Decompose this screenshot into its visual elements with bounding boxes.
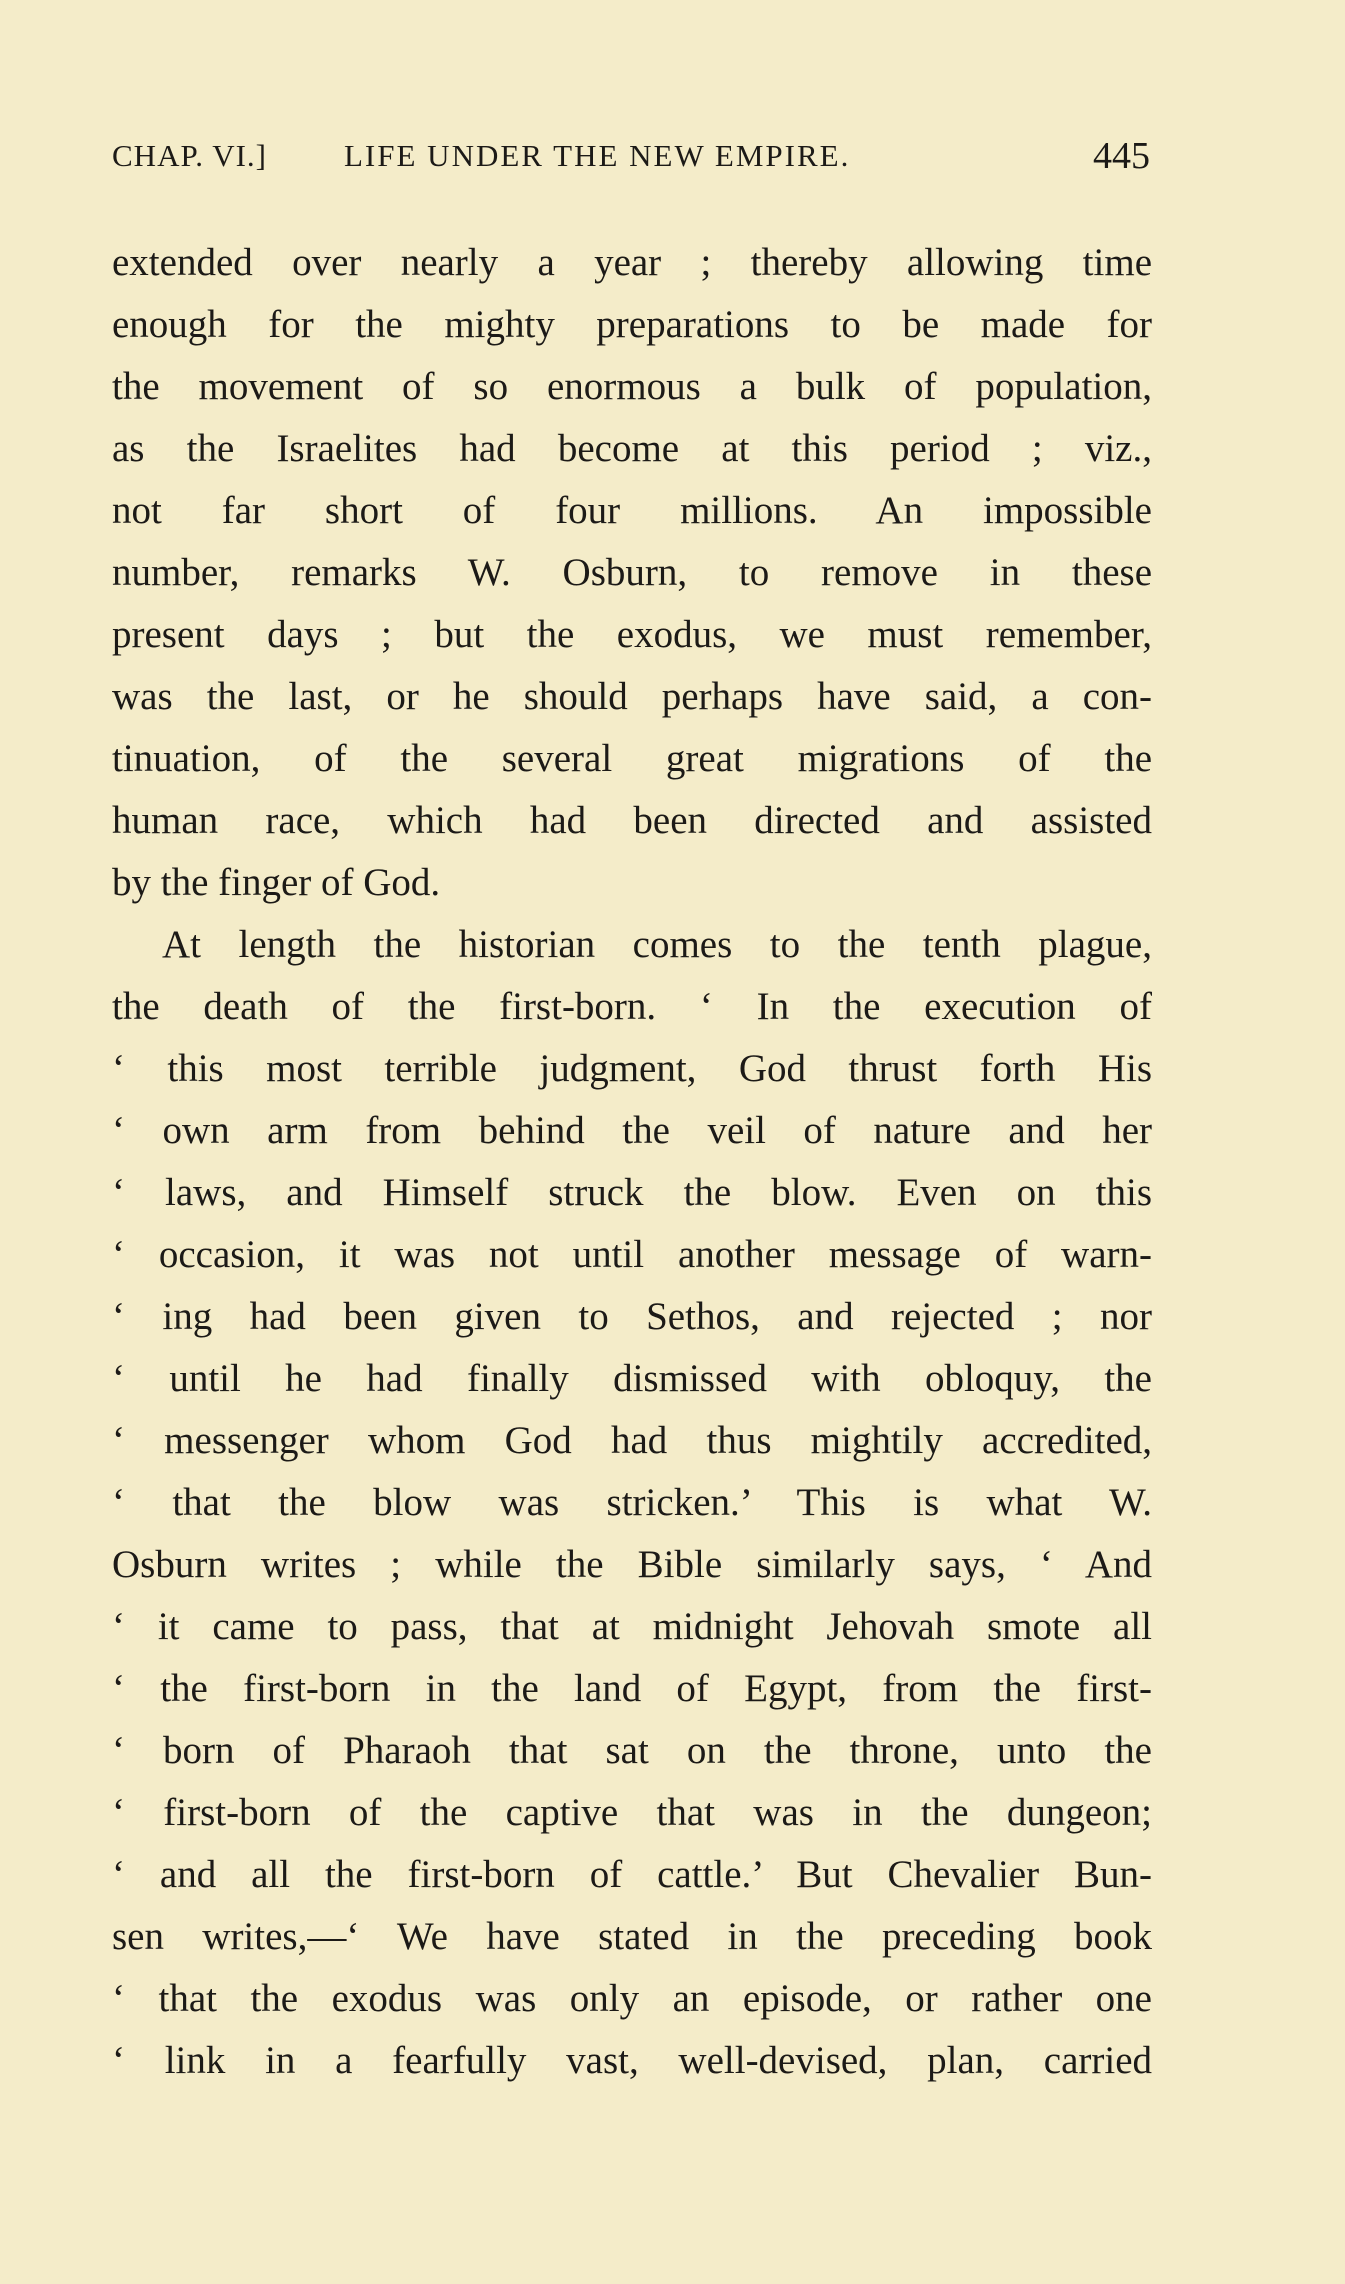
text-line: present days ; but the exodus, we must remember, [112, 613, 1152, 656]
running-header [112, 135, 1150, 194]
text-line: the death of the first-born. ‘ In the execution of [112, 985, 1152, 1028]
text-line: as the Israelites had become at this period ; viz., [112, 427, 1152, 470]
text-line: ‘ ing had been given to Sethos, and rejected ; nor [112, 1295, 1152, 1338]
text-line: ‘ own arm from behind the veil of nature and her [112, 1109, 1152, 1152]
text-line: ‘ that the blow was stricken.’ This is what W. [112, 1481, 1152, 1524]
text-line: number, remarks W. Osburn, to remove in these [112, 551, 1152, 594]
text-line: ‘ the first-born in the land of Egypt, from the first- [112, 1667, 1152, 1710]
text-line: ‘ until he had finally dismissed with obloquy, the [112, 1357, 1152, 1400]
text-line: ‘ born of Pharaoh that sat on the throne, unto the [112, 1729, 1152, 1772]
text-line: sen writes,—‘ We have stated in the preceding book [112, 1915, 1152, 1958]
text-line: human race, which had been directed and assisted [112, 799, 1152, 842]
text-line: ‘ that the exodus was only an episode, or rather one [112, 1977, 1152, 2020]
page-number: 445 [1093, 135, 1150, 177]
text-line: ‘ and all the first-born of cattle.’ But Chevalier Bun- [112, 1853, 1152, 1896]
text-line: ‘ messenger whom God had thus mightily accredited, [112, 1419, 1152, 1462]
text-line: ‘ first-born of the captive that was in the dungeon; [112, 1791, 1152, 1834]
running-title: LIFE UNDER THE NEW EMPIRE. [344, 138, 851, 173]
text-line: ‘ occasion, it was not until another message of warn- [112, 1233, 1152, 1276]
text-line: not far short of four millions. An impossible [112, 489, 1152, 532]
text-line: tinuation, of the several great migrations of the [112, 737, 1152, 780]
chapter-label: CHAP. VI.] [112, 138, 267, 173]
text-line: ‘ laws, and Himself struck the blow. Even on this [112, 1171, 1152, 1214]
text-line: ‘ link in a fearfully vast, well-devised, plan, carried [112, 2039, 1152, 2082]
text-line: ‘ it came to pass, that at midnight Jehovah smote all [112, 1605, 1152, 1648]
body-text [112, 232, 1152, 2092]
text-line: was the last, or he should perhaps have said, a con- [112, 675, 1152, 718]
text-line: extended over nearly a year ; thereby allowing time [112, 241, 1152, 284]
paragraph-start-line: At length the historian comes to the tenth plague, [162, 923, 1152, 966]
text-line: the movement of so enormous a bulk of population, [112, 365, 1152, 408]
paragraph-end-line: by the finger of God. [112, 861, 441, 904]
text-line: Osburn writes ; while the Bible similarly says, ‘ And [112, 1543, 1152, 1586]
text-line: enough for the mighty preparations to be made for [112, 303, 1152, 346]
text-line: ‘ this most terrible judgment, God thrust forth His [112, 1047, 1152, 1090]
